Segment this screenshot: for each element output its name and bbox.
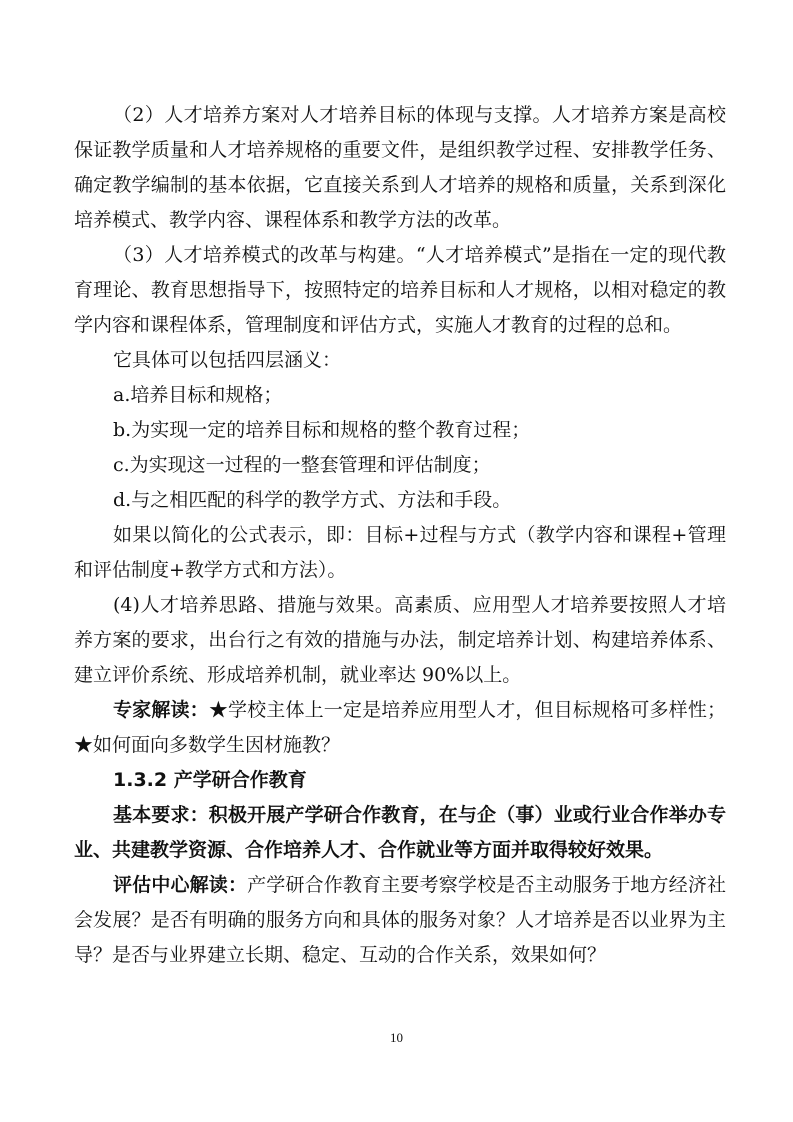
expert-label: 专家解读： xyxy=(113,699,209,721)
list-item-c: c.为实现这一过程的一整套管理和评估制度； xyxy=(113,454,491,476)
document-body xyxy=(74,98,726,973)
paragraph-basic-requirement: 基本要求：积极开展产学研合作教育，在与企（事）业或行业合作举办专业、共建教学资源、合作培养人才、合作就业等方面并取得较好效果。 xyxy=(74,804,726,861)
paragraph-formula: 如果以简化的公式表示，即：目标+过程与方式（教学内容和课程+管理和评估制度+教学方式和方法）。 xyxy=(74,524,726,581)
paragraph-talent-model: （3）人才培养模式的改革与构建。“人才培养模式”是指在一定的现代教育理论、教育思想指导下，按照特定的培养目标和人才规格，以相对稳定的教学内容和课程体系，管理制度和评估方式，实施人才教育的过程的总和。 xyxy=(74,244,726,336)
paragraph-expert xyxy=(74,693,726,763)
section-heading: 1.3.2 产学研合作教育 xyxy=(113,769,307,791)
paragraph-four-meanings: 它具体可以包括四层涵义： xyxy=(113,349,342,371)
center-label: 评估中心解读： xyxy=(113,874,248,896)
center-text: 产学研合作教育主要考察学校是否主动服务于地方经济社会发展？是否有明确的服务方向和具体的服务对象？人才培养是否以业界为主导？是否与业界建立长期、稳定、互动的合作关系，效果如何？ xyxy=(74,874,726,966)
list-item-b: b.为实现一定的培养目标和规格的整个教育过程； xyxy=(113,419,531,441)
paragraph-center xyxy=(74,868,726,973)
paragraph-talent-plan: （2）人才培养方案对人才培养目标的体现与支撑。人才培养方案是高校保证教学质量和人才培养规格的重要文件，是组织教学过程、安排教学任务、确定教学编制的基本依据，它直接关系到人才培养的规格和质量，关系到深化培养模式、教学内容、课程体系和教学方法的改革。 xyxy=(74,104,726,231)
expert-text: ★学校主体上一定是培养应用型人才，但目标规格可多样性；★如何面向多数学生因材施教？ xyxy=(74,699,726,756)
list-item-a: a.培养目标和规格； xyxy=(113,384,283,406)
list-item-d: d.与之相匹配的科学的教学方式、方法和手段。 xyxy=(113,489,512,511)
page-number: 10 xyxy=(390,1030,403,1045)
paragraph-measures: (4)人才培养思路、措施与效果。高素质、应用型人才培养要按照人才培养方案的要求，出台行之有效的措施与办法，制定培养计划、构建培养体系、建立评价系统、形成培养机制，就业率达 90%以上。 xyxy=(74,594,726,686)
